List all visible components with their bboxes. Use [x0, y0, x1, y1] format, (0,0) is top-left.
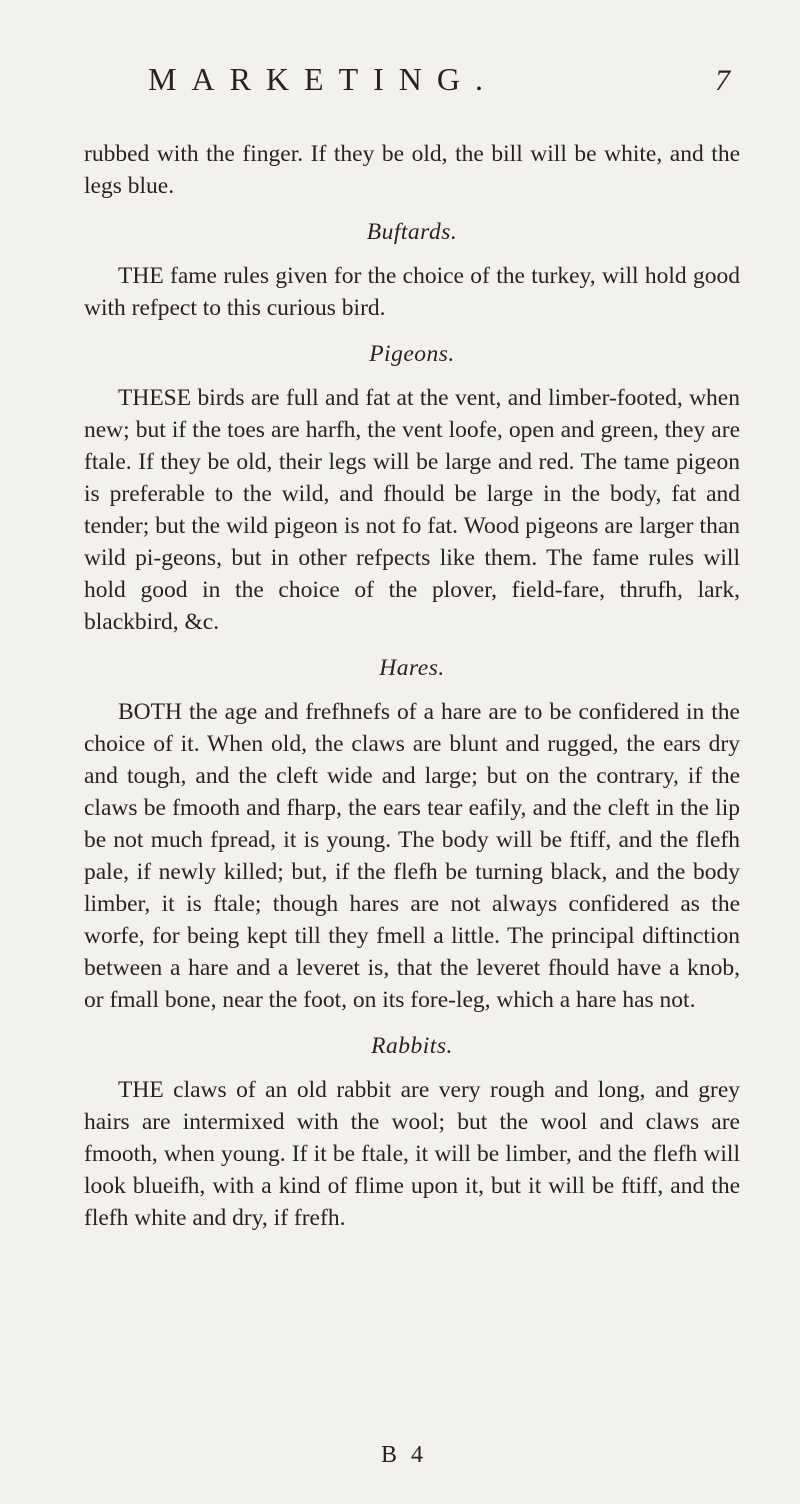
section-paragraph: THE claws of an old rabbit are very rough and long, and grey hairs are intermixed with the wool; but the wool and claws are fmooth, when young. If it be ftale, it will be limber, and the flefh will look blueifh, with a kind of flime upon it, but it will be ftiff, and the flefh white and dry, if frefh. — [84, 1077, 740, 1231]
section-heading: Pigeons. — [369, 341, 455, 367]
section-heading: Hares. — [379, 655, 445, 681]
continued-paragraph: rubbed with the finger. If they be old, the bill will be white, and the legs blue. — [84, 141, 740, 199]
section-heading: Buftards. — [366, 219, 458, 245]
running-head — [84, 56, 740, 102]
section-heading: Rabbits. — [371, 1033, 453, 1059]
section-hares — [84, 652, 740, 1016]
section-paragraph: THESE birds are full and fat at the vent, and limber-footed, when new; but if the toes are harfh, the vent loofe, open and green, they are ftale. If they be old, their legs will be large and red. The tame pigeon is preferable to the wild, and fhould be large in the body, fat and tender; but the wild pigeon is not fo fat. Wood pigeons are larger than wild pi-geons, but in other refpects like them. The fame rules will hold good in the choice of the plover, field-fare, thrufh, lark, blackbird, &c. — [84, 385, 740, 635]
section-pigeons — [84, 338, 740, 638]
section-rabbits — [84, 1030, 740, 1234]
signature-mark: B 4 — [381, 1442, 428, 1468]
page-number: 7 — [715, 64, 730, 97]
section-bustards — [84, 216, 740, 324]
section-paragraph: BOTH the age and frefhnefs of a hare are to be confidered in the choice of it. When old, the claws are blunt and rugged, the ears dry and tough, and the cleft wide and large; but on the contrary, if the claws be fmooth and fharp, the ears tear eafily, and the cleft in the lip be not much fpread, it is young. The body will be ftiff, and the flefh pale, if newly killed; but, if the flefh be turning black, and the body limber, it is ftale; though hares are not always confidered as the worfe, for being kept till they fmell a little. The principal diftinction between a hare and a leveret is, that the leveret fhould have a knob, or fmall bone, near the foot, on its fore-leg, which a hare has not. — [84, 699, 740, 1013]
section-paragraph: THE fame rules given for the choice of the turkey, will hold good with refpect to this curious bird. — [84, 263, 740, 321]
running-title: MARKETING. — [148, 61, 498, 97]
